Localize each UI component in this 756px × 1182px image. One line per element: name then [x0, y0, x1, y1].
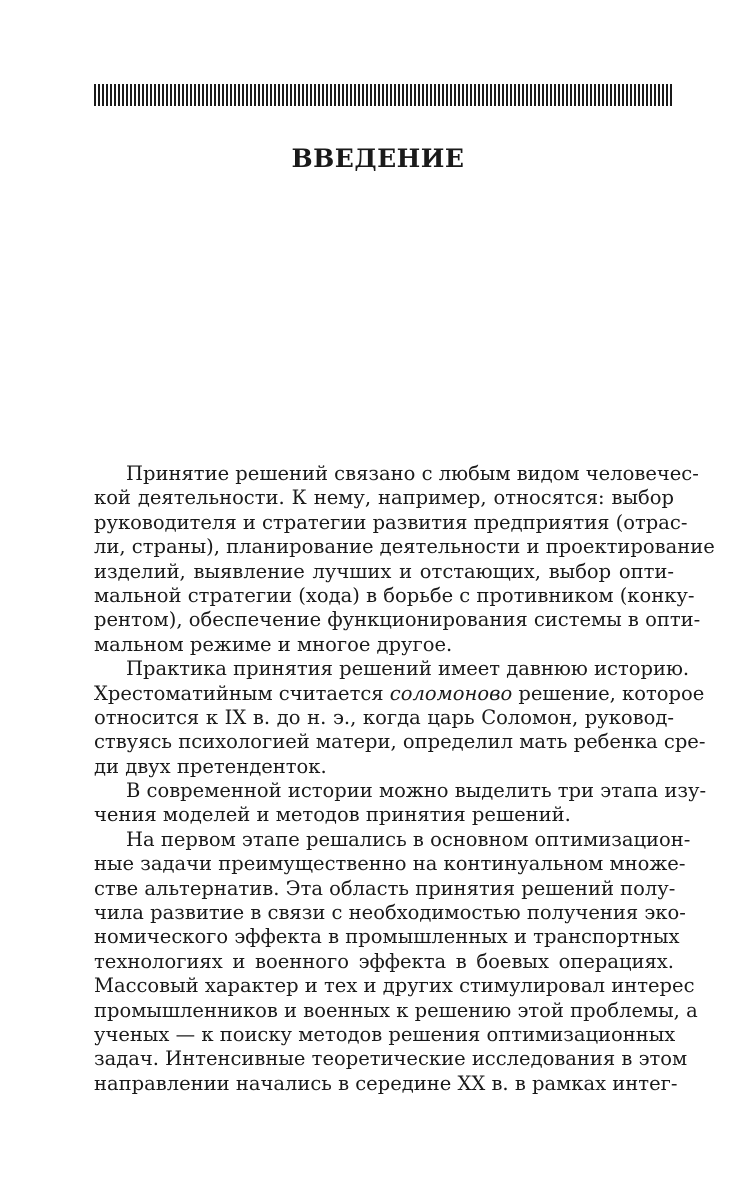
text-line: ствуясь психологией матери, определил мать ребенка сре- [94, 730, 706, 754]
text-line-with-italic [94, 681, 705, 706]
paragraph [94, 657, 706, 779]
text-line: мальном режиме и многое другое. [94, 632, 453, 656]
text-line: Массовый характер и тех и других стимулировал интерес [94, 974, 695, 998]
paragraph [94, 462, 715, 657]
chapter-title: ВВЕДЕНИЕ [291, 144, 465, 173]
text-line: ли, страны), планирование деятельности и проектирование [94, 535, 715, 559]
paragraph [94, 827, 698, 1096]
decorative-header-rule [94, 84, 674, 106]
text-line: рентом), обеспечение функционирования системы в опти- [94, 608, 701, 632]
italic-term: соломоново [389, 681, 513, 705]
paragraph [94, 779, 707, 828]
text-line: задач. Интенсивные теоретические исследования в этом [94, 1047, 688, 1071]
text-line: В современной истории можно выделить три этапа изу- [126, 779, 707, 803]
text-line: ные задачи преимущественно на континуальном множе- [94, 852, 686, 876]
text-line: руководителя и стратегии развития предприятия (отрас- [94, 510, 688, 534]
text-line: промышленников и военных к решению этой проблемы, а [94, 998, 698, 1022]
text-line: ди двух претенденток. [94, 754, 327, 778]
text-line: кой деятельности. К нему, например, относятся: выбор [94, 486, 674, 510]
text-line: Практика принятия решений имеет давнюю историю. [126, 657, 690, 681]
text-line: технологиях и военного эффекта в боевых операциях. [94, 949, 674, 973]
body-text [94, 462, 715, 1096]
text-line: стве альтернатив. Эта область принятия решений полу- [94, 876, 676, 900]
text-line: мальной стратегии (хода) в борьбе с противником (конку- [94, 583, 695, 607]
text-line: направлении начались в середине XX в. в рамках интег- [94, 1071, 678, 1095]
text-line: ученых — к поиску методов решения оптимизационных [94, 1022, 676, 1046]
text-line: номического эффекта в промышленных и транспортных [94, 925, 680, 949]
text-line: На первом этапе решались в основном оптимизацион- [126, 827, 691, 851]
text-line: изделий, выявление лучших и отстающих, выбор опти- [94, 559, 674, 583]
text-line: чила развитие в связи с необходимостью получения эко- [94, 901, 686, 925]
text-line: относится к IX в. до н. э., когда царь Соломон, руковод- [94, 705, 674, 729]
text-line: Принятие решений связано с любым видом человечес- [126, 462, 699, 485]
text-segment: Хрестоматийным считается [94, 681, 390, 705]
text-line: чения моделей и методов принятия решений. [94, 803, 571, 827]
text-segment: решение, которое [512, 681, 705, 705]
